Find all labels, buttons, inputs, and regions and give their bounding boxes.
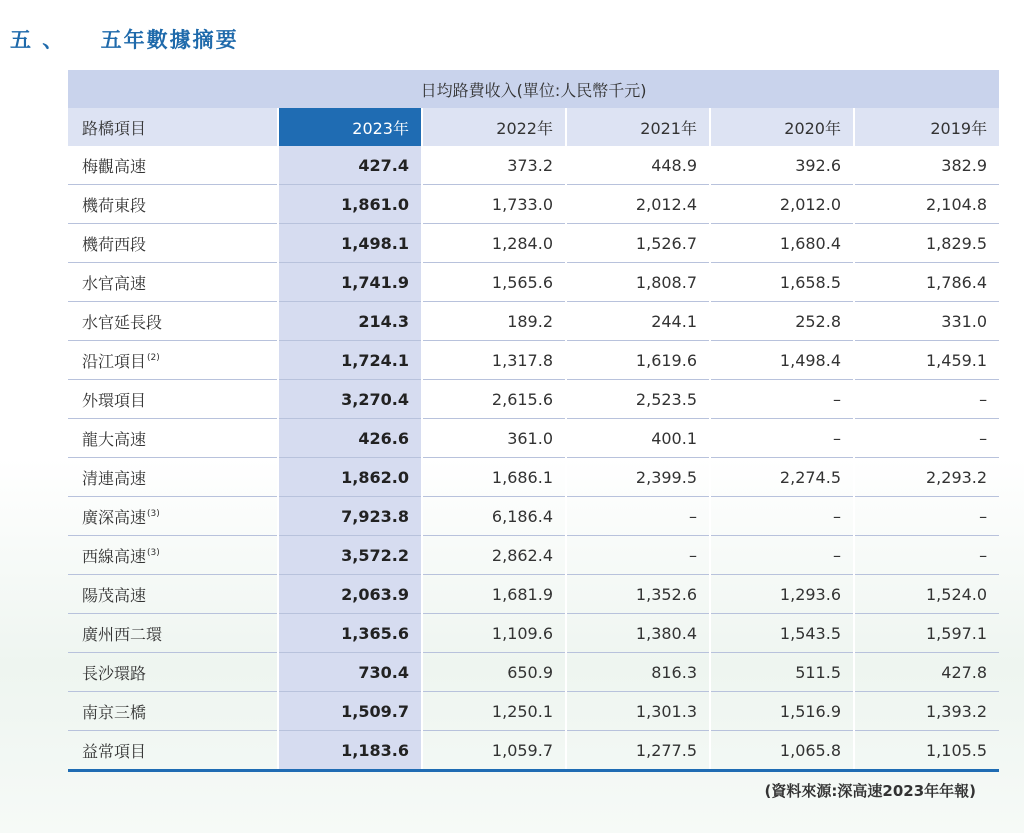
table-row xyxy=(68,224,999,263)
row-name xyxy=(68,146,278,185)
table-row xyxy=(68,419,999,458)
cell-2022: 2,862.4 xyxy=(422,536,566,575)
row-name-text: 梅觀高速 xyxy=(82,156,147,176)
cell-2023: 730.4 xyxy=(278,653,422,692)
header-year-2021: 2021年 xyxy=(566,108,710,146)
cell-2019: – xyxy=(854,419,999,458)
cell-2021: 1,808.7 xyxy=(566,263,710,302)
header-year-2019: 2019年 xyxy=(854,108,999,146)
row-name xyxy=(68,263,278,302)
row-name-text: 水官高速 xyxy=(82,273,147,293)
row-name xyxy=(68,419,278,458)
cell-2020: 1,543.5 xyxy=(710,614,854,653)
row-name xyxy=(68,731,278,771)
row-name-text: 陽茂高速 xyxy=(82,585,147,605)
footnote-marker: (3) xyxy=(147,509,160,520)
cell-2019: 1,597.1 xyxy=(854,614,999,653)
cell-2019: 1,459.1 xyxy=(854,341,999,380)
source-note: (資料來源:深高速2023年年報) xyxy=(764,782,976,800)
cell-2021: 2,012.4 xyxy=(566,185,710,224)
section-number: 五 、 xyxy=(10,28,66,52)
cell-2019: – xyxy=(854,536,999,575)
cell-2020: – xyxy=(710,380,854,419)
cell-2020: 2,012.0 xyxy=(710,185,854,224)
section-heading xyxy=(10,24,239,54)
row-name-text: 西線高速 xyxy=(82,546,147,566)
cell-2023: 1,724.1 xyxy=(278,341,422,380)
row-name-text: 機荷東段 xyxy=(82,195,147,215)
cell-2020: 1,065.8 xyxy=(710,731,854,771)
cell-2021: 1,380.4 xyxy=(566,614,710,653)
table-row xyxy=(68,614,999,653)
cell-2023: 1,741.9 xyxy=(278,263,422,302)
cell-2023: 1,862.0 xyxy=(278,458,422,497)
table-caption-row xyxy=(68,70,999,108)
cell-2019: 1,524.0 xyxy=(854,575,999,614)
row-name xyxy=(68,653,278,692)
cell-2022: 1,059.7 xyxy=(422,731,566,771)
cell-2023: 1,509.7 xyxy=(278,692,422,731)
cell-2020: – xyxy=(710,536,854,575)
cell-2021: 2,523.5 xyxy=(566,380,710,419)
row-name-text: 龍大高速 xyxy=(82,429,147,449)
cell-2020: 511.5 xyxy=(710,653,854,692)
cell-2023: 1,861.0 xyxy=(278,185,422,224)
header-year-2022: 2022年 xyxy=(422,108,566,146)
cell-2020: 392.6 xyxy=(710,146,854,185)
row-name-text: 廣州西二環 xyxy=(82,624,163,644)
table-row xyxy=(68,575,999,614)
header-year-2020: 2020年 xyxy=(710,108,854,146)
cell-2021: 1,277.5 xyxy=(566,731,710,771)
row-name-text: 清連高速 xyxy=(82,468,147,488)
row-name-text: 南京三橋 xyxy=(82,702,147,722)
cell-2019: 1,393.2 xyxy=(854,692,999,731)
row-name-text: 長沙環路 xyxy=(82,663,147,683)
cell-2020: – xyxy=(710,419,854,458)
cell-2020: 1,516.9 xyxy=(710,692,854,731)
cell-2022: 1,565.6 xyxy=(422,263,566,302)
cell-2023: 3,572.2 xyxy=(278,536,422,575)
table-row xyxy=(68,185,999,224)
row-name-text: 水官延長段 xyxy=(82,312,163,332)
table-row xyxy=(68,653,999,692)
cell-2020: 1,498.4 xyxy=(710,341,854,380)
cell-2023: 1,183.6 xyxy=(278,731,422,771)
cell-2020: – xyxy=(710,497,854,536)
row-name xyxy=(68,497,278,536)
cell-2020: 1,658.5 xyxy=(710,263,854,302)
cell-2019: 2,293.2 xyxy=(854,458,999,497)
row-name xyxy=(68,614,278,653)
header-label: 路橋項目 xyxy=(68,108,278,146)
cell-2020: 1,293.6 xyxy=(710,575,854,614)
cell-2021: 1,526.7 xyxy=(566,224,710,263)
section-title: 五年數據摘要 xyxy=(100,28,239,52)
row-name xyxy=(68,224,278,263)
row-name xyxy=(68,575,278,614)
header-year-2023: 2023年 xyxy=(278,108,422,146)
table-row xyxy=(68,497,999,536)
table-row xyxy=(68,458,999,497)
cell-2023: 3,270.4 xyxy=(278,380,422,419)
table-header-row xyxy=(68,108,999,146)
row-name xyxy=(68,302,278,341)
cell-2021: 1,619.6 xyxy=(566,341,710,380)
cell-2019: – xyxy=(854,497,999,536)
cell-2022: 189.2 xyxy=(422,302,566,341)
row-name xyxy=(68,692,278,731)
toll-revenue-table xyxy=(68,70,999,772)
footnote-marker: (2) xyxy=(147,353,160,364)
cell-2021: – xyxy=(566,536,710,575)
cell-2023: 2,063.9 xyxy=(278,575,422,614)
table-row xyxy=(68,692,999,731)
cell-2021: 1,352.6 xyxy=(566,575,710,614)
row-name xyxy=(68,380,278,419)
cell-2021: 400.1 xyxy=(566,419,710,458)
cell-2023: 214.3 xyxy=(278,302,422,341)
cell-2019: 1,105.5 xyxy=(854,731,999,771)
cell-2021: 244.1 xyxy=(566,302,710,341)
cell-2023: 1,365.6 xyxy=(278,614,422,653)
row-name xyxy=(68,185,278,224)
table-row xyxy=(68,731,999,771)
table-row xyxy=(68,146,999,185)
row-name-text: 機荷西段 xyxy=(82,234,147,254)
cell-2019: 331.0 xyxy=(854,302,999,341)
cell-2020: 1,680.4 xyxy=(710,224,854,263)
table-body xyxy=(68,146,999,771)
cell-2023: 1,498.1 xyxy=(278,224,422,263)
table-row xyxy=(68,263,999,302)
cell-2019: 427.8 xyxy=(854,653,999,692)
cell-2019: 382.9 xyxy=(854,146,999,185)
footnote-marker: (3) xyxy=(147,548,160,559)
cell-2022: 1,250.1 xyxy=(422,692,566,731)
table-row xyxy=(68,380,999,419)
row-name xyxy=(68,458,278,497)
table-caption: 日均路費收入(單位:人民幣千元) xyxy=(68,70,999,108)
cell-2022: 361.0 xyxy=(422,419,566,458)
cell-2021: 448.9 xyxy=(566,146,710,185)
row-name-text: 益常項目 xyxy=(82,741,147,761)
row-name-text: 沿江項目 xyxy=(82,351,147,371)
cell-2022: 1,681.9 xyxy=(422,575,566,614)
cell-2019: – xyxy=(854,380,999,419)
row-name-text: 廣深高速 xyxy=(82,507,147,527)
cell-2021: 816.3 xyxy=(566,653,710,692)
cell-2022: 2,615.6 xyxy=(422,380,566,419)
cell-2022: 650.9 xyxy=(422,653,566,692)
cell-2020: 2,274.5 xyxy=(710,458,854,497)
table-row xyxy=(68,302,999,341)
cell-2019: 2,104.8 xyxy=(854,185,999,224)
row-name xyxy=(68,341,278,380)
cell-2022: 6,186.4 xyxy=(422,497,566,536)
cell-2022: 373.2 xyxy=(422,146,566,185)
cell-2023: 7,923.8 xyxy=(278,497,422,536)
cell-2023: 426.6 xyxy=(278,419,422,458)
cell-2022: 1,686.1 xyxy=(422,458,566,497)
cell-2022: 1,109.6 xyxy=(422,614,566,653)
cell-2021: 2,399.5 xyxy=(566,458,710,497)
cell-2019: 1,829.5 xyxy=(854,224,999,263)
row-name xyxy=(68,536,278,575)
cell-2022: 1,284.0 xyxy=(422,224,566,263)
cell-2022: 1,733.0 xyxy=(422,185,566,224)
row-name-text: 外環項目 xyxy=(82,390,147,410)
cell-2020: 252.8 xyxy=(710,302,854,341)
cell-2023: 427.4 xyxy=(278,146,422,185)
table-row xyxy=(68,536,999,575)
cell-2022: 1,317.8 xyxy=(422,341,566,380)
cell-2021: – xyxy=(566,497,710,536)
table-row xyxy=(68,341,999,380)
cell-2021: 1,301.3 xyxy=(566,692,710,731)
cell-2019: 1,786.4 xyxy=(854,263,999,302)
